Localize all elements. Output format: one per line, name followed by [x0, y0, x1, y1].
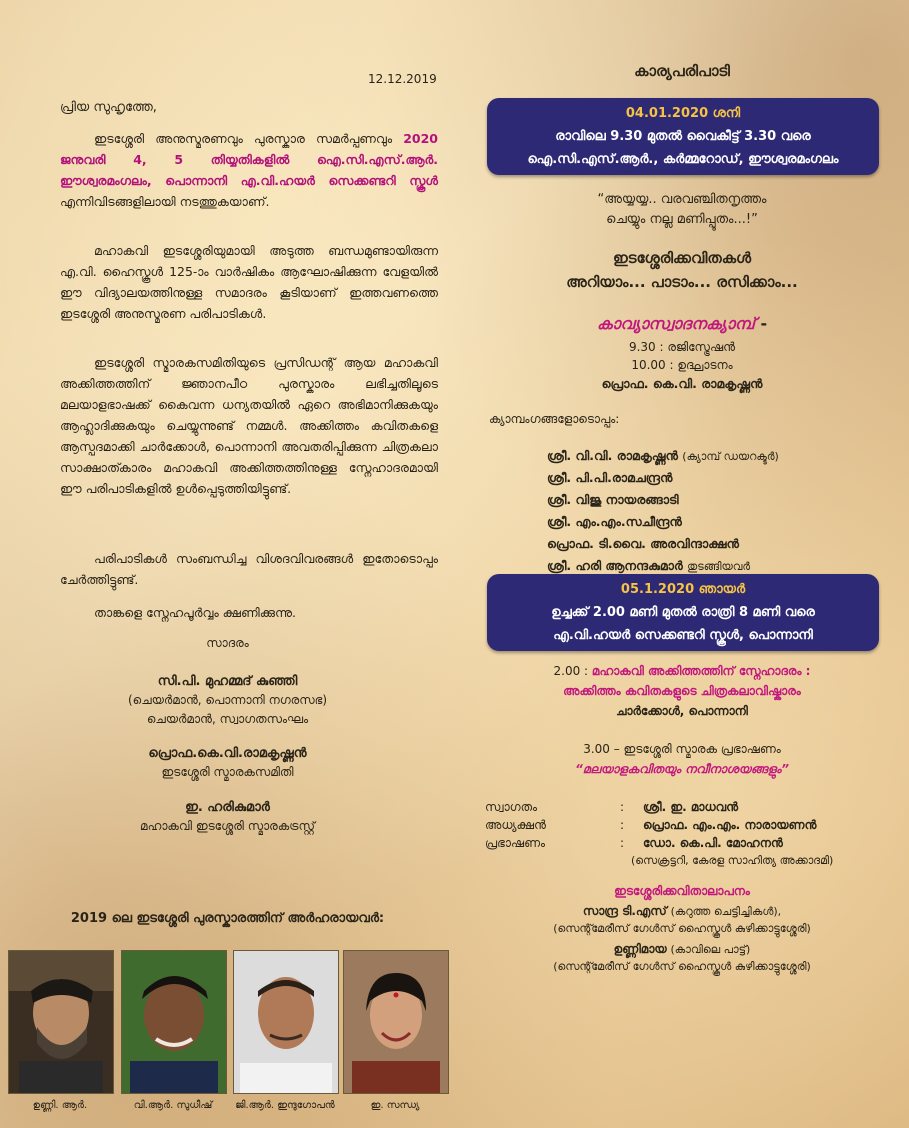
event2-topic: “മലയാളകവിതയും നവീനാശയങ്ങളും”	[575, 762, 789, 776]
speaker-note: (സെക്രട്ടറി, കേരള സാഹിത്യ അക്കാദമി)	[631, 854, 834, 867]
paragraph-1-a: ഇടശ്ശേരി അനുസ്മരണവും പുരസ്കാര സമർപ്പണവും	[94, 131, 393, 146]
camp-member-note: (ക്യാമ്പ് ഡയറക്ടർ)	[682, 450, 779, 463]
recital-item-2	[455, 942, 909, 957]
camp-member	[547, 470, 672, 486]
role-colon: :	[620, 818, 625, 832]
signatory-3	[0, 798, 455, 836]
camp-member	[547, 448, 779, 464]
camp-member-name: ശ്രീ. എം.എം.സചീന്ദ്രൻ	[547, 514, 682, 529]
role-label: അധ്യക്ഷൻ	[485, 818, 546, 832]
day1-venue: ഐ.സി.എസ്.ആർ., കർമ്മറോഡ്, ഈശ്വരമംഗലം	[527, 152, 839, 167]
camp-member-name: ശ്രീ. പി.പി.രാമചന്ദ്രൻ	[547, 470, 673, 485]
greeting: പ്രിയ സുഹൃത്തേ,	[60, 100, 157, 115]
camp-title-dash: -	[760, 314, 768, 333]
paragraph-3	[60, 352, 438, 499]
program-title: കാര്യപരിപാടി	[634, 62, 730, 80]
day1-banner	[487, 98, 879, 175]
camp-heading-1: ഇടശ്ശേരിക്കവിതകൾ	[612, 249, 752, 267]
paragraph-1-b: എന്നിവിടങ്ങളിലായി നടത്തുകയാണ്.	[60, 194, 270, 209]
paragraph-4	[60, 548, 438, 590]
event1-title: മഹാകവി അക്കിത്തത്തിന് സ്നേഹാദരം :	[591, 664, 811, 678]
quote-line-1: “അയ്യയ്യ.. വരവഞ്ചിതനൃത്തം	[597, 192, 767, 207]
recital-title: ഇടശ്ശേരിക്കവിതാലാപനം	[614, 884, 750, 898]
role-colon: :	[620, 800, 625, 814]
camp-title-text: കാവ്യാസ്വാദനക്യാമ്പ്	[596, 314, 755, 333]
winner-name-4: ഇ. സന്ധ്യ	[370, 1100, 420, 1111]
camp-member-name: ശ്രീ. വി.വി. രാമകൃഷ്ണൻ	[547, 448, 678, 463]
role-value: ഡോ. കെ.പി. മോഹനൻ	[643, 836, 783, 850]
signatory-2	[0, 744, 455, 782]
reciter-name: ഉണ്ണിമായ	[613, 942, 667, 956]
program-column	[455, 0, 909, 1128]
camp-member-name: പ്രൊഫ. ടി.വൈ. അരവിന്ദാക്ഷൻ	[547, 536, 739, 551]
reciter-name: സാന്ദ്ര ടി.എസ്	[582, 904, 667, 918]
recital-poem: (കാവിലെ പാട്ട്)	[670, 943, 751, 956]
day2-time: ഉച്ചക്ക് 2.00 മണി മുതൽ രാത്രി 8 മണി വരെ	[551, 605, 815, 620]
winner-name-3: ജി.ആർ. ഇന്ദുഗോപൻ	[235, 1100, 335, 1111]
day2-date: 05.1.2020 ഞായർ	[620, 582, 746, 597]
winner-photo-4	[343, 950, 449, 1094]
camp-member-note: തുടങ്ങിയവർ	[687, 560, 751, 573]
closing: സാദരം	[206, 636, 249, 650]
paragraph-1	[60, 128, 438, 212]
recital-poem: (കറുത്ത ചെട്ടിച്ചികൾ),	[670, 905, 782, 918]
camp-member-name: ശ്രീ. വിജു നായരങ്ങാടി	[547, 492, 679, 507]
recital-item-1	[455, 904, 909, 919]
camp-heading-2: അറിയാം... പാടാം... രസിക്കാം...	[566, 273, 798, 291]
event2-line: 3.00 – ഇടശ്ശേരി സ്മാരക പ്രഭാഷണം	[583, 742, 781, 756]
role-value: പ്രൊഫ. എം.എം. നാരായണൻ	[643, 818, 817, 832]
role-value: ശ്രീ. ഇ. മാധവൻ	[643, 800, 739, 814]
quote	[455, 190, 909, 230]
paragraph-5	[60, 602, 438, 623]
camp-title	[455, 314, 909, 334]
signatory-1	[0, 672, 455, 729]
role-colon: :	[620, 836, 625, 850]
camp-member	[547, 492, 679, 508]
paragraph-2	[60, 240, 438, 324]
winner-name-2: വി.ആർ. സുധീഷ്	[133, 1100, 213, 1111]
camp-member	[547, 558, 750, 574]
paragraph-2-text: മഹാകവി ഇടശ്ശേരിയുമായി അടുത്ത ബന്ധമുണ്ടായിരുന്ന എ.വി. ഹൈസ്കൂൾ 125-ാം വാർഷികം ആഘോഷിക്കുന്ന വേളയിൽ ഈ വിദ്യാലയത്തിനുള്ള സമാദരം കൂടിയാണ് ഇത്തവണത്തെ ഇടശ്ശേരി അനുസ്മരണ പരിപാടികൾ.	[60, 243, 438, 321]
camp-member-name: ശ്രീ. ഹരി ആനന്ദകുമാർ	[547, 558, 683, 573]
day2-venue: എ.വി.ഹയർ സെക്കണ്ടറി സ്കൂൾ, പൊന്നാനി	[553, 628, 813, 643]
event1-line	[455, 664, 909, 679]
winner-photo-1	[8, 950, 114, 1094]
day2-banner	[487, 574, 879, 651]
winners-title: 2019 ലെ ഇടശ്ശേരി പുരസ്കാരത്തിന് അർഹരായവർ:	[70, 911, 385, 926]
winner-photo-2	[121, 950, 227, 1094]
letter-date: 12.12.2019	[368, 72, 437, 86]
inauguration: 10.00 : ഉദ്ഘാടനം	[631, 358, 733, 372]
camp-member	[547, 536, 739, 552]
event1-by: ചാർക്കോൾ, പൊന്നാനി	[616, 704, 748, 718]
paragraph-4-text: പരിപാടികൾ സംബന്ധിച്ച വിശദവിവരങ്ങൾ ഇതോടൊപ്പം ചേർത്തിട്ടുണ്ട്.	[60, 551, 438, 587]
inaugurated-by: പ്രൊഫ. കെ.വി. രാമകൃഷ്ണൻ	[601, 376, 763, 391]
camp-heading	[455, 246, 909, 294]
paragraph-1-highlight: 2020 ജനുവരി 4, 5 തിയ്യതികളിൽ ഐ.സി.എസ്.ആർ. ഈശ്വരമംഗലം, പൊന്നാനി എ.വി.ഹയർ സെക്കണ്ടറി സ്കൂൾ	[60, 131, 438, 188]
day1-time: രാവിലെ 9.30 മുതൽ വൈകീട്ട് 3.30 വരെ	[555, 129, 811, 144]
registration: 9.30 : രജിസ്ട്രേഷൻ	[628, 340, 736, 354]
signatory-1-name: സി.പി. മുഹമ്മദ് കുഞ്ഞി	[157, 674, 298, 689]
day1-date: 04.01.2020 ശനി	[625, 106, 741, 121]
role-label: സ്വാഗതം	[485, 800, 538, 814]
members-intro: ക്യാമ്പംഗങ്ങളോടൊപ്പം:	[489, 412, 620, 426]
signatory-1-role2: ചെയർമാൻ, സ്വാഗതസംഘം	[146, 712, 309, 726]
paragraph-3-text: ഇടശ്ശേരി സ്മാരകസമിതിയുടെ പ്രസിഡന്റ് ആയ മഹാകവി അക്കിത്തത്തിന് ജ്ഞാനപീഠ പുരസ്കാരം ലഭിച്ചതിലൂടെ മലയാളഭാഷക്ക് കൈവന്ന ധന്യതയിൽ ഏറെ അഭിമാനിക്കുകയും ആഹ്ലാദിക്കുകയും ചെയ്യുന്നുണ്ട് നമ്മൾ. അക്കിത്തം കവിതകളെ ആസ്പദമാക്കി ചാർക്കോൾ, പൊന്നാനി അവതരിപ്പിക്കുന്ന ചിത്രകലാ സാക്ഷാത്കാരം മഹാകവി അക്കിത്തത്തിനുള്ള സ്നേഹാദരമായി ഈ പരിപാടികളിൽ ഉൾപ്പെടുത്തിയിട്ടുണ്ട്.	[60, 355, 438, 496]
event1-subtitle: അക്കിത്തം കവിതകളുടെ ചിത്രകലാവിഷ്കാരം	[563, 684, 801, 698]
quote-line-2: ചെയ്യും നല്ല മണിപ്പൂതം...!”	[606, 212, 758, 227]
event1-time: 2.00 :	[553, 664, 589, 678]
paragraph-5-text: താങ്കളെ സ്നേഹപൂർവ്വം ക്ഷണിക്കുന്നു.	[94, 605, 296, 620]
signatory-2-role: ഇടശ്ശേരി സ്മാരകസമിതി	[161, 765, 294, 779]
signatory-2-name: പ്രൊഫ.കെ.വി.രാമകൃഷ്ണൻ	[148, 746, 307, 761]
signatory-3-role: മഹാകവി ഇടശ്ശേരി സ്മാരകട്രസ്റ്റ്	[140, 819, 315, 833]
winner-name-1: ഉണ്ണി. ആർ.	[32, 1100, 88, 1111]
winner-photo-3	[233, 950, 339, 1094]
camp-member	[547, 514, 682, 530]
role-label: പ്രഭാഷണം	[485, 836, 546, 850]
recital-school: (സെന്റ്മേരീസ് ഗേൾസ് ഹൈസ്കൂൾ കുഴിക്കാട്ടുശ്ശേരി)	[553, 960, 811, 973]
recital-school: (സെന്റ്മേരീസ് ഗേൾസ് ഹൈസ്കൂൾ കുഴിക്കാട്ടുശ്ശേരി)	[553, 922, 811, 935]
signatory-1-role1: (ചെയർമാൻ, പൊന്നാനി നഗരസഭ)	[127, 693, 328, 707]
signatory-3-name: ഇ. ഹരികുമാർ	[185, 800, 270, 815]
